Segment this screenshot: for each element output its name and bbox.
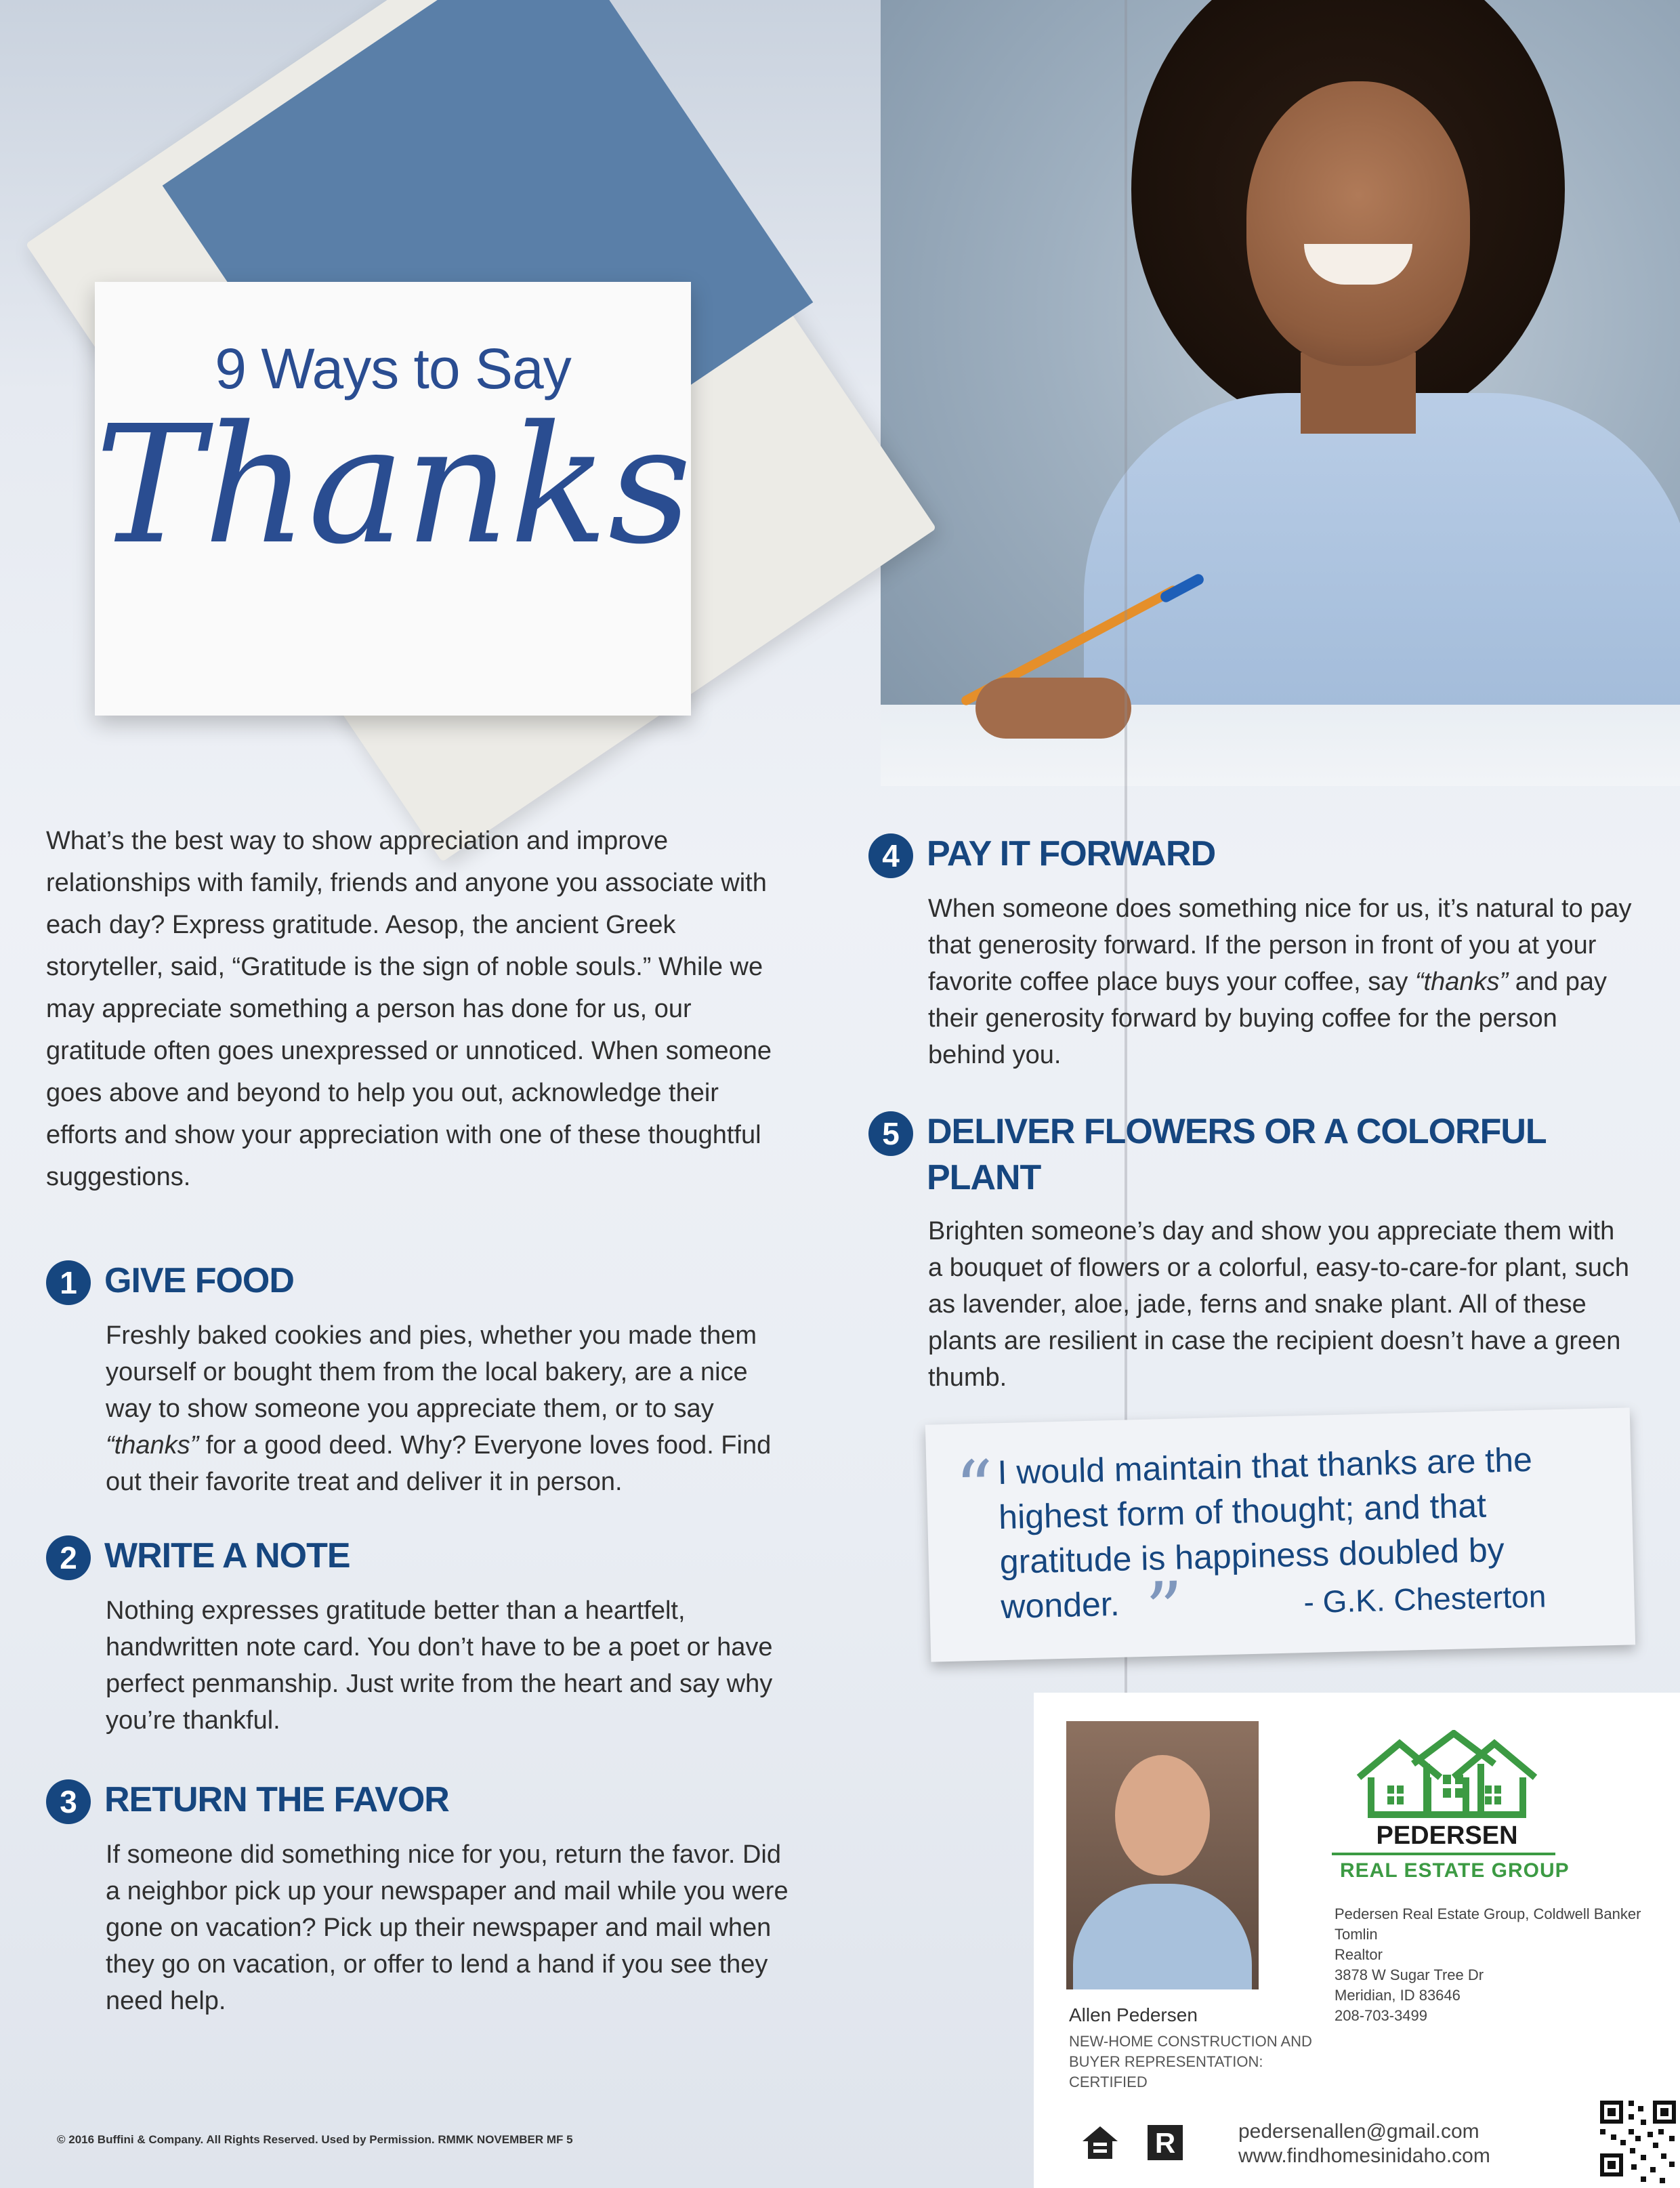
quote-author: - G.K. Chesterton — [1303, 1578, 1547, 1620]
section-heading — [46, 1777, 791, 1824]
logo-subtitle: REAL ESTATE GROUP — [1340, 1859, 1570, 1882]
section-write-a-note — [46, 1533, 791, 1739]
section-title: WRITE A NOTE — [104, 1536, 350, 1575]
agent-photo — [1066, 1721, 1259, 1989]
section-title: GIVE FOOD — [104, 1261, 294, 1300]
section-body — [928, 890, 1634, 1073]
close-quote-mark: ” — [1144, 1565, 1185, 1653]
office-address: 3878 W Sugar Tree Dr — [1335, 1966, 1484, 1983]
section-body — [106, 1317, 791, 1500]
logo-underline — [1332, 1853, 1555, 1855]
quote-text: I would maintain that thanks are the highest form of thought; and that gratitude is happiness doubled by wonder. — [996, 1440, 1533, 1626]
card-title: 9 Ways to Say — [215, 337, 571, 400]
office-line: Pedersen Real Estate Group, Coldwell Banker Tomlin — [1335, 1905, 1641, 1943]
title-card — [95, 282, 691, 716]
section-title: RETURN THE FAVOR — [104, 1780, 449, 1819]
card-script-thanks: Thanks — [95, 390, 692, 580]
quote-box — [925, 1407, 1635, 1661]
section-body-emphasis: “thanks” — [106, 1431, 199, 1460]
section-body-emphasis: “thanks” — [1414, 968, 1509, 996]
realtor-icon — [1145, 2122, 1185, 2163]
section-body-part: When someone does something nice for us, it’s natural to pay that generosity forward. If the person in front of you at your favorite coffee place buys your coffee, say — [928, 894, 1632, 996]
section-heading — [868, 1109, 1634, 1201]
realtor-mark: R — [1154, 2127, 1176, 2159]
agent-photo-head — [1115, 1755, 1210, 1876]
qr-code[interactable] — [1596, 2094, 1680, 2188]
section-heading — [46, 1533, 791, 1580]
section-body: Nothing expresses gratitude better than a heartfelt, handwritten note card. You don’t have to be a poet or have perfect penmanship. Just write from the heart and say why you’re thankful. — [106, 1596, 773, 1735]
equal-housing-opportunity-icon — [1080, 2122, 1120, 2163]
intro-paragraph: What’s the best way to show appreciation and improve relationships with family, friends and anyone you associate with each day? Express gratitude. Aesop, the ancient Greek storyteller, said, “Gratitude is the sign of noble souls.” While we may appreciate something a person has done for us, our gratitude often goes unexpressed or unnoticed. When someone goes above and beyond to help you out, acknowledge their efforts and show your appreciation with one of these thoughtful suggestions. — [46, 827, 772, 1191]
office-info — [1335, 1904, 1673, 2026]
houses-logo-icon — [1352, 1730, 1542, 1818]
section-body: Brighten someone’s day and show you appreciate them with a bouquet of flowers or a colorful, easy-to-care-for plant, such as lavender, aloe, jade, ferns and snake plant. All of these plants are resilient in case the recipient doesn’t have a green thumb. — [928, 1217, 1629, 1392]
section-body: If someone did something nice for you, return the favor. Did a neighbor pick up your newspaper and mail while you were gone on vacation? Pick up their newspaper and mail when they go on vacation, or offer to lend a hand if you see they need help. — [106, 1840, 789, 2015]
section-title: PAY IT FORWARD — [927, 834, 1216, 873]
office-phone: 208-703-3499 — [1335, 2007, 1428, 2024]
number-badge: 2 — [46, 1535, 91, 1580]
agent-role: NEW-HOME CONSTRUCTION AND BUYER REPRESENTATION: CERTIFIED — [1069, 2033, 1312, 2090]
agent-name: Allen Pedersen — [1069, 2004, 1198, 2025]
section-give-food — [46, 1258, 791, 1500]
office-city: Meridian, ID 83646 — [1335, 1987, 1461, 2004]
agent-card — [1034, 1693, 1680, 2188]
office-line: Realtor — [1335, 1946, 1383, 1963]
number-badge: 4 — [868, 833, 913, 878]
section-heading — [46, 1258, 791, 1305]
section-deliver-flowers — [868, 1109, 1634, 1396]
number-badge: 3 — [46, 1779, 91, 1824]
section-heading — [868, 831, 1634, 878]
photo-hand — [975, 678, 1131, 739]
section-title: DELIVER FLOWERS OR A COLORFUL PLANT — [927, 1112, 1546, 1197]
section-body-part: Freshly baked cookies and pies, whether you made them yourself or bought them from the local bakery, are a nice way to show someone you appreciate them, or to say — [106, 1321, 757, 1423]
open-quote-mark: “ — [954, 1444, 994, 1532]
contact-info — [1238, 2120, 1490, 2168]
section-body-part: and pay their generosity forward by buying coffee for the person behind you. — [928, 968, 1607, 1069]
agent-email[interactable]: pedersenallen@gmail.com — [1238, 2120, 1479, 2143]
qr-code-icon — [1596, 2094, 1680, 2188]
agent-website[interactable]: www.findhomesinidaho.com — [1238, 2145, 1490, 2167]
agent-photo-shirt — [1073, 1884, 1252, 1989]
photo-face — [1246, 81, 1470, 366]
section-body-part: for a good deed. Why? Everyone loves food. Find out their favorite treat and deliver it in person. — [106, 1431, 772, 1496]
hero-photo-woman — [881, 0, 1680, 786]
number-badge: 1 — [46, 1260, 91, 1305]
copyright-footer: © 2016 Buffini & Company. All Rights Reserved. Used by Permission. RMMK NOVEMBER MF 5 — [57, 2133, 573, 2146]
section-return-the-favor — [46, 1777, 791, 2019]
number-badge: 5 — [868, 1111, 913, 1156]
logo-name: PEDERSEN — [1376, 1821, 1518, 1850]
section-pay-it-forward — [868, 831, 1634, 1073]
